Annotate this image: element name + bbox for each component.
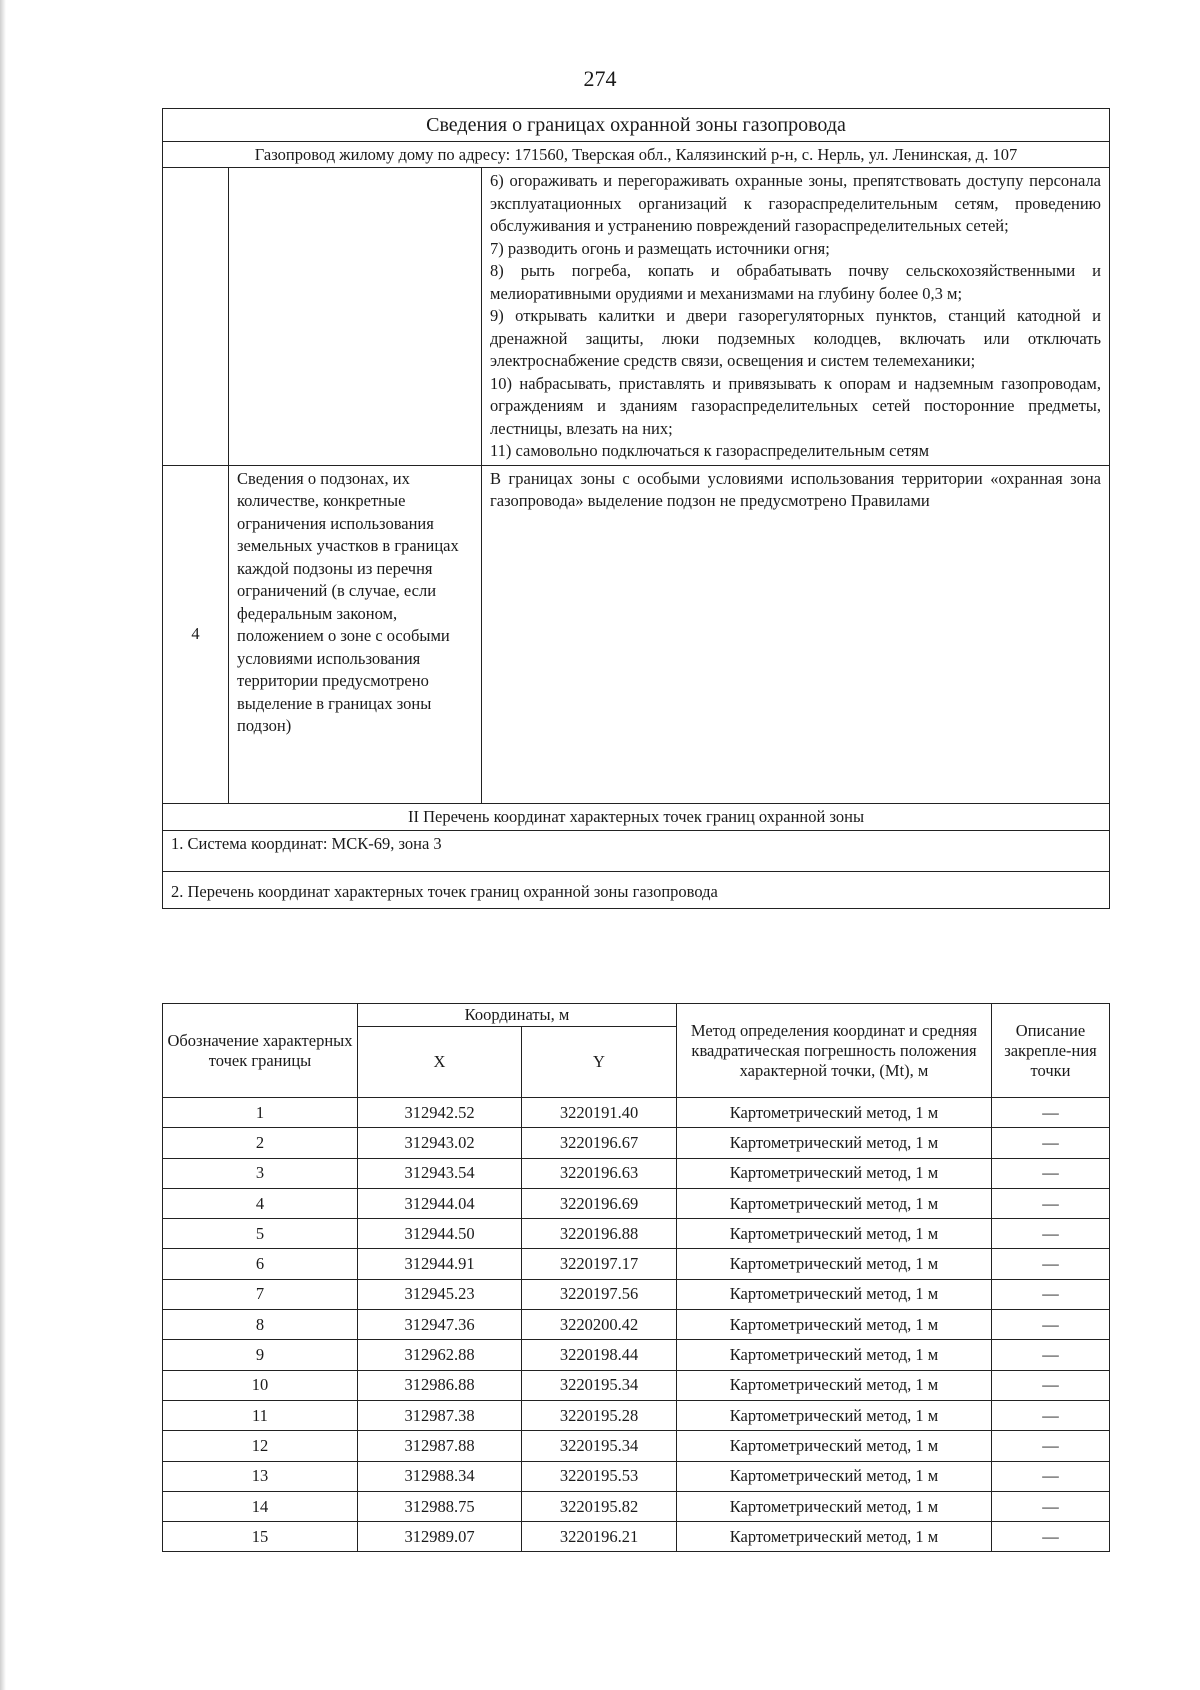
method: Картометрический метод, 1 м (677, 1340, 992, 1370)
method: Картометрический метод, 1 м (677, 1219, 992, 1249)
coord-y: 3220197.56 (522, 1279, 677, 1309)
coords-list-title: 2. Перечень координат характерных точек границ охранной зоны газопровода (163, 872, 1110, 909)
table-row (163, 1279, 1110, 1309)
restriction-item: 8) рыть погреба, копать и обрабатывать почву сельскохозяйственными и мелиоративными орудиями и механизмами на глубину более 0,3 м; (490, 261, 1102, 303)
list-title-row (163, 872, 1110, 909)
coord-x: 312945.23 (358, 1279, 522, 1309)
coord-x: 312943.02 (358, 1128, 522, 1158)
subtitle-row (163, 142, 1110, 168)
gas-pipeline-address: Газопровод жилому дому по адресу: 171560, Тверская обл., Калязинский р-н, с. Нерль, ул. Ленинская, д. 107 (163, 142, 1110, 168)
page-number: 274 (583, 66, 617, 91)
coord-y: 3220200.42 (522, 1310, 677, 1340)
coord-x: 312988.75 (358, 1491, 522, 1521)
point-description: — (992, 1188, 1110, 1218)
coord-y: 3220195.34 (522, 1370, 677, 1400)
method: Картометрический метод, 1 м (677, 1370, 992, 1400)
point-number: 11 (163, 1400, 358, 1430)
point-description: — (992, 1370, 1110, 1400)
point-description: — (992, 1431, 1110, 1461)
coord-system-row (163, 831, 1110, 872)
table-row (163, 1340, 1110, 1370)
point-description: — (992, 1461, 1110, 1491)
point-description: — (992, 1340, 1110, 1370)
point-number: 7 (163, 1279, 358, 1309)
table-row (163, 1491, 1110, 1521)
section-4-row (163, 465, 1110, 803)
method: Картометрический метод, 1 м (677, 1098, 992, 1128)
point-description: — (992, 1522, 1110, 1552)
restrictions-list (482, 168, 1110, 466)
point-description: — (992, 1279, 1110, 1309)
restriction-item: 6) огораживать и перегораживать охранные зоны, препятствовать доступу персонала эксплуатационных организаций к газораспределительным сетям, проведению обслуживания и устранению повреждений газораспределительных сетей; (490, 171, 1102, 235)
table-row (163, 1400, 1110, 1430)
header-point: Обозначение характерных точек границы (163, 1004, 358, 1098)
coord-x: 312944.04 (358, 1188, 522, 1218)
coord-x: 312944.50 (358, 1219, 522, 1249)
coord-y: 3220195.34 (522, 1431, 677, 1461)
coord-y: 3220196.21 (522, 1522, 677, 1552)
method: Картометрический метод, 1 м (677, 1158, 992, 1188)
method: Картометрический метод, 1 м (677, 1522, 992, 1552)
table-row (163, 1461, 1110, 1491)
coord-x: 312989.07 (358, 1522, 522, 1552)
point-number: 5 (163, 1219, 358, 1249)
coord-x: 312987.88 (358, 1431, 522, 1461)
table-row (163, 1098, 1110, 1128)
coord-x: 312947.36 (358, 1310, 522, 1340)
header-x: X (358, 1027, 522, 1098)
coords-header-row (163, 1004, 1110, 1027)
point-number: 9 (163, 1340, 358, 1370)
coord-y: 3220195.28 (522, 1400, 677, 1430)
point-description: — (992, 1158, 1110, 1188)
point-description: — (992, 1400, 1110, 1430)
coord-x: 312986.88 (358, 1370, 522, 1400)
section-4-number: 4 (163, 465, 229, 803)
table-row (163, 1219, 1110, 1249)
method: Картометрический метод, 1 м (677, 1279, 992, 1309)
coord-y: 3220196.67 (522, 1128, 677, 1158)
method: Картометрический метод, 1 м (677, 1249, 992, 1279)
table-row (163, 1310, 1110, 1340)
method: Картометрический метод, 1 м (677, 1491, 992, 1521)
coord-x: 312943.54 (358, 1158, 522, 1188)
section-3-number (163, 168, 229, 466)
header-y: Y (522, 1027, 677, 1098)
coord-y: 3220197.17 (522, 1249, 677, 1279)
table-row (163, 1188, 1110, 1218)
coord-x: 312942.52 (358, 1098, 522, 1128)
point-number: 8 (163, 1310, 358, 1340)
header-description: Описание закрепле-ния точки (992, 1004, 1110, 1098)
method: Картометрический метод, 1 м (677, 1461, 992, 1491)
header-coordinates: Координаты, м (358, 1004, 677, 1027)
table-row (163, 1370, 1110, 1400)
coord-y: 3220195.82 (522, 1491, 677, 1521)
method: Картометрический метод, 1 м (677, 1310, 992, 1340)
restriction-item: 11) самовольно подключаться к газораспределительным сетям (490, 441, 930, 460)
coord-y: 3220198.44 (522, 1340, 677, 1370)
table-row (163, 1249, 1110, 1279)
coord-y: 3220195.53 (522, 1461, 677, 1491)
method: Картометрический метод, 1 м (677, 1188, 992, 1218)
part-2-title-row (163, 803, 1110, 831)
point-number: 2 (163, 1128, 358, 1158)
point-number: 10 (163, 1370, 358, 1400)
section-3-label (229, 168, 482, 466)
coordinates-table (162, 1003, 1110, 1552)
section-4-label: Сведения о подзонах, их количестве, конкретные ограничения использования земельных участков в границах каждой подзоны из перечня ограничений (в случае, если федеральным законом, положением о зоне с особыми условиями использования территории предусмотрено выделение в границах зоны подзон) (229, 465, 482, 803)
point-description: — (992, 1249, 1110, 1279)
coord-x: 312962.88 (358, 1340, 522, 1370)
table-row (163, 1158, 1110, 1188)
point-number: 4 (163, 1188, 358, 1218)
coord-system: 1. Система координат: МСК-69, зона 3 (163, 831, 1110, 872)
point-number: 13 (163, 1461, 358, 1491)
coord-x: 312988.34 (358, 1461, 522, 1491)
table-row (163, 1431, 1110, 1461)
coords-body (163, 1098, 1110, 1552)
coord-y: 3220196.69 (522, 1188, 677, 1218)
scan-edge (0, 0, 6, 1690)
point-description: — (992, 1310, 1110, 1340)
section-4-value: В границах зоны с особыми условиями использования территории «охранная зона газопровода» выделение подзон не предусмотрено Правилами (482, 465, 1110, 803)
point-number: 12 (163, 1431, 358, 1461)
coord-x: 312987.38 (358, 1400, 522, 1430)
point-description: — (992, 1128, 1110, 1158)
coord-y: 3220191.40 (522, 1098, 677, 1128)
table-row (163, 1128, 1110, 1158)
document-title: Сведения о границах охранной зоны газопровода (163, 109, 1110, 142)
point-number: 15 (163, 1522, 358, 1552)
point-description: — (992, 1491, 1110, 1521)
coord-y: 3220196.63 (522, 1158, 677, 1188)
point-number: 14 (163, 1491, 358, 1521)
restriction-item: 7) разводить огонь и размещать источники огня; (490, 238, 830, 258)
section-3-row (163, 168, 1110, 466)
table-row (163, 1522, 1110, 1552)
coord-x: 312944.91 (358, 1249, 522, 1279)
method: Картометрический метод, 1 м (677, 1400, 992, 1430)
header-method: Метод определения координат и средняя квадратическая погрешность положения характерной точки, (Mt), м (677, 1004, 992, 1098)
method: Картометрический метод, 1 м (677, 1128, 992, 1158)
restriction-item: 9) открывать калитки и двери газорегуляторных пунктов, станций катодной и дренажной защиты, люки подземных колодцев, включать или отключать электроснабжение средств связи, освещения и систем телемеханики; (490, 306, 1102, 370)
point-number: 1 (163, 1098, 358, 1128)
method: Картометрический метод, 1 м (677, 1431, 992, 1461)
point-number: 6 (163, 1249, 358, 1279)
title-row (163, 109, 1110, 142)
restriction-item: 10) набрасывать, приставлять и привязывать к опорам и надземным газопроводам, ограждениям и зданиям газораспределительных сетей посторонние предметы, лестницы, влезать на них; (490, 373, 1102, 438)
coord-y: 3220196.88 (522, 1219, 677, 1249)
part-2-title: II Перечень координат характерных точек границ охранной зоны (163, 803, 1110, 831)
point-description: — (992, 1219, 1110, 1249)
zone-info-table (162, 108, 1110, 909)
point-description: — (992, 1098, 1110, 1128)
point-number: 3 (163, 1158, 358, 1188)
